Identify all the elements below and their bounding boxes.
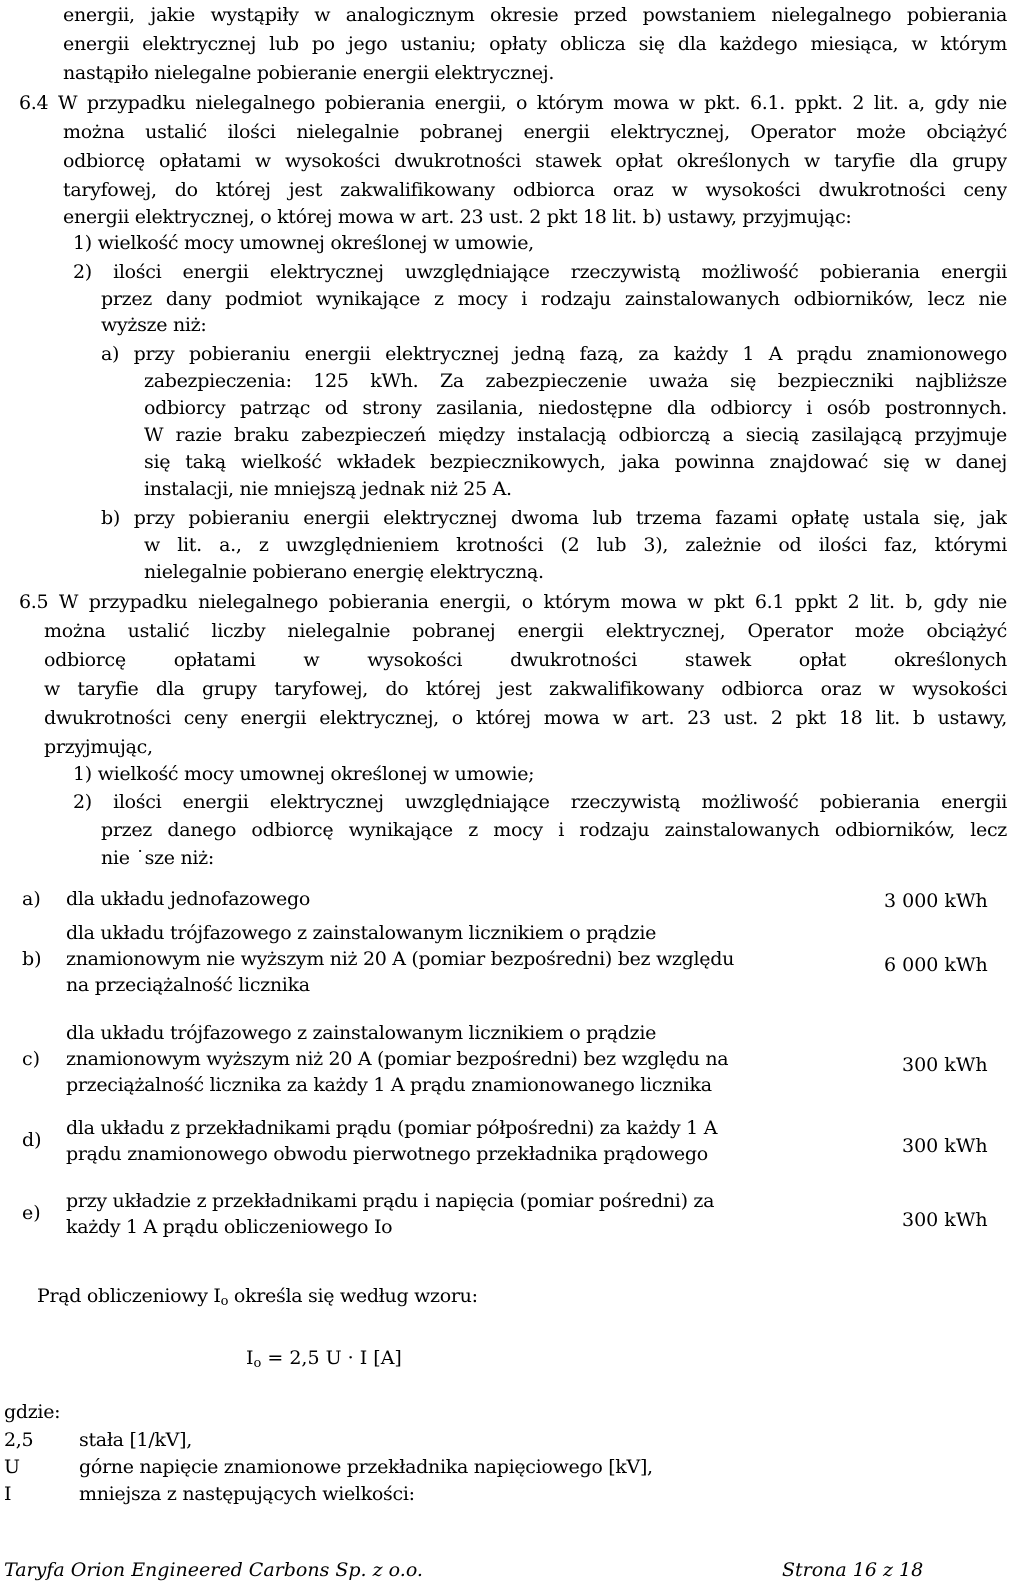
- paragraph-line: odbiorcę opłatami w wysokości dwukrotności stawek opłat określonych: [44, 649, 1007, 671]
- row-text: na przeciążalność licznika: [66, 974, 310, 996]
- row-value: 6 000 kWh: [884, 954, 988, 976]
- row-letter: e): [22, 1202, 41, 1224]
- section-6-5-heading-line: 6.5 W przypadku nielegalnego pobierania energii, o którym mowa w pkt 6.1 ppkt 2 lit. b, gdy nie: [19, 591, 1007, 613]
- row-value: 300 kWh: [902, 1054, 988, 1076]
- sub-item-a-cont: instalacji, nie mniejszą jednak niż 25 A.: [144, 478, 512, 500]
- row-text: dla układu trójfazowego z zainstalowanym licznikiem o prądzie: [66, 922, 657, 944]
- row-text: przy układzie z przekładnikami prądu i napięcia (pomiar pośredni) za: [66, 1190, 715, 1212]
- definition-symbol: 2,5: [4, 1429, 34, 1451]
- row-letter: b): [22, 948, 42, 970]
- sub-item-a-cont: W razie braku zabezpieczeń między instalacją odbiorczą a siecią zasilającą przyjmuje: [144, 424, 1007, 446]
- footer-page-number: Strona 16 z 18: [782, 1559, 924, 1581]
- definition-description: górne napięcie znamionowe przekładnika napięciowego [kV],: [79, 1456, 653, 1478]
- sub-item-b-cont: nielegalnie pobierano energię elektryczną.: [144, 561, 544, 583]
- row-letter: a): [22, 888, 41, 910]
- row-text: znamionowym wyższym niż 20 A (pomiar bezpośredni) bez względu na: [66, 1048, 729, 1070]
- paragraph-line: nastąpiło nielegalne pobieranie energii elektrycznej.: [63, 62, 555, 84]
- definition-symbol: I: [4, 1483, 12, 1505]
- sub-item-a-cont: zabezpieczenia: 125 kWh. Za zabezpieczenie uważa się bezpieczniki najbliższe: [144, 370, 1007, 392]
- list-item-2-cont: przez dany podmiot wynikające z mocy i rodzaju zainstalowanych odbiorników, lecz nie: [101, 288, 1007, 310]
- paragraph-line: energii elektrycznej, o której mowa w art. 23 ust. 2 pkt 18 lit. b) ustawy, przyjmując:: [63, 206, 852, 228]
- row-text: znamionowym nie wyższym niż 20 A (pomiar bezpośredni) bez względu: [66, 948, 735, 970]
- sub-item-a-cont: się taką wielkość wkładek bezpiecznikowych, jaka powinna znajdować się w danej: [144, 451, 1007, 473]
- row-text: przeciążalność licznika za każdy 1 A prądu znamionowanego licznika: [66, 1074, 712, 1096]
- paragraph-line: dwukrotności ceny energii elektrycznej, o której mowa w art. 23 ust. 2 pkt 18 lit. b ustawy,: [44, 707, 1007, 729]
- paragraph-line: można ustalić liczby nielegalnie pobranej energii elektrycznej, Operator może obciążyć: [44, 620, 1007, 642]
- row-value: 300 kWh: [902, 1135, 988, 1157]
- list-item-2-cont: przez danego odbiorcę wynikające z mocy i rodzaju zainstalowanych odbiorników, lecz: [101, 819, 1007, 841]
- list-item-2-cont: nie ˙sze niż:: [101, 847, 214, 869]
- row-text: prądu znamionowego obwodu pierwotnego przekładnika prądowego: [66, 1143, 708, 1165]
- definition-description: mniejsza z następujących wielkości:: [79, 1483, 415, 1505]
- list-item-2: 2) ilości energii elektrycznej uwzględniające rzeczywistą możliwość pobierania energii: [73, 791, 1007, 813]
- row-text: dla układu z przekładnikami prądu (pomiar półpośredni) za każdy 1 A: [66, 1117, 718, 1139]
- list-item-1: 1) wielkość mocy umownej określonej w umowie,: [73, 232, 534, 254]
- gdzie-label: gdzie:: [4, 1401, 61, 1423]
- paragraph-line: energii, jakie wystąpiły w analogicznym okresie przed powstaniem nielegalnego pobierania: [63, 4, 1007, 26]
- sub-item-a-cont: odbiorcy patrząc od strony zasilania, niedostępne dla odbiorcy i osób postronnych.: [144, 397, 1007, 419]
- definition-description: stała [1/kV],: [79, 1429, 192, 1451]
- list-item-1: 1) wielkość mocy umownej określonej w umowie;: [73, 763, 535, 785]
- paragraph-line: przyjmując,: [44, 736, 153, 758]
- list-item-2-cont: wyższe niż:: [101, 314, 207, 336]
- paragraph-line: można ustalić ilości nielegalnie pobranej energii elektrycznej, Operator może obciążyć: [63, 121, 1007, 143]
- row-text: dla układu trójfazowego z zainstalowanym licznikiem o prądzie: [66, 1022, 657, 1044]
- row-value: 3 000 kWh: [884, 890, 988, 912]
- paragraph-line: odbiorcę opłatami w wysokości dwukrotności stawek opłat określonych w taryfie dla grupy: [63, 150, 1007, 172]
- paragraph-line: energii elektrycznej lub po jego ustaniu; opłaty oblicza się dla każdego miesiąca, w którym: [63, 33, 1007, 55]
- formula: $I_o = 2,5$ U · I [A]: [246, 1347, 402, 1371]
- list-item-2: 2) ilości energii elektrycznej uwzględniające rzeczywistą możliwość pobierania energii: [73, 261, 1007, 283]
- formula-intro: Prąd obliczeniowy $I_o$ określa się według wzoru:: [37, 1285, 478, 1309]
- row-text: dla układu jednofazowego: [66, 888, 310, 910]
- row-value: 300 kWh: [902, 1209, 988, 1231]
- section-6-4-heading-line: 6.4 W przypadku nielegalnego pobierania energii, o którym mowa w pkt. 6.1. ppkt. 2 lit. a, gdy nie: [19, 92, 1007, 114]
- paragraph-line: taryfowej, do której jest zakwalifikowany odbiorca oraz w wysokości dwukrotności ceny: [63, 179, 1007, 201]
- row-text: każdy 1 A prądu obliczeniowego Io: [66, 1216, 393, 1238]
- paragraph-line: w taryfie dla grupy taryfowej, do której jest zakwalifikowany odbiorca oraz w wysokości: [44, 678, 1007, 700]
- row-letter: d): [22, 1129, 42, 1151]
- sub-item-a: a) przy pobieraniu energii elektrycznej jedną fazą, za każdy 1 A prądu znamionowego: [101, 343, 1007, 365]
- sub-item-b: b) przy pobieraniu energii elektrycznej dwoma lub trzema fazami opłatę ustala się, jak: [101, 507, 1007, 529]
- footer-company: Taryfa Orion Engineered Carbons Sp. z o.o.: [4, 1559, 423, 1581]
- row-letter: c): [22, 1048, 41, 1070]
- sub-item-b-cont: w lit. a., z uwzględnieniem krotności (2 lub 3), zależnie od ilości faz, którymi: [144, 534, 1007, 556]
- definition-symbol: U: [4, 1456, 20, 1478]
